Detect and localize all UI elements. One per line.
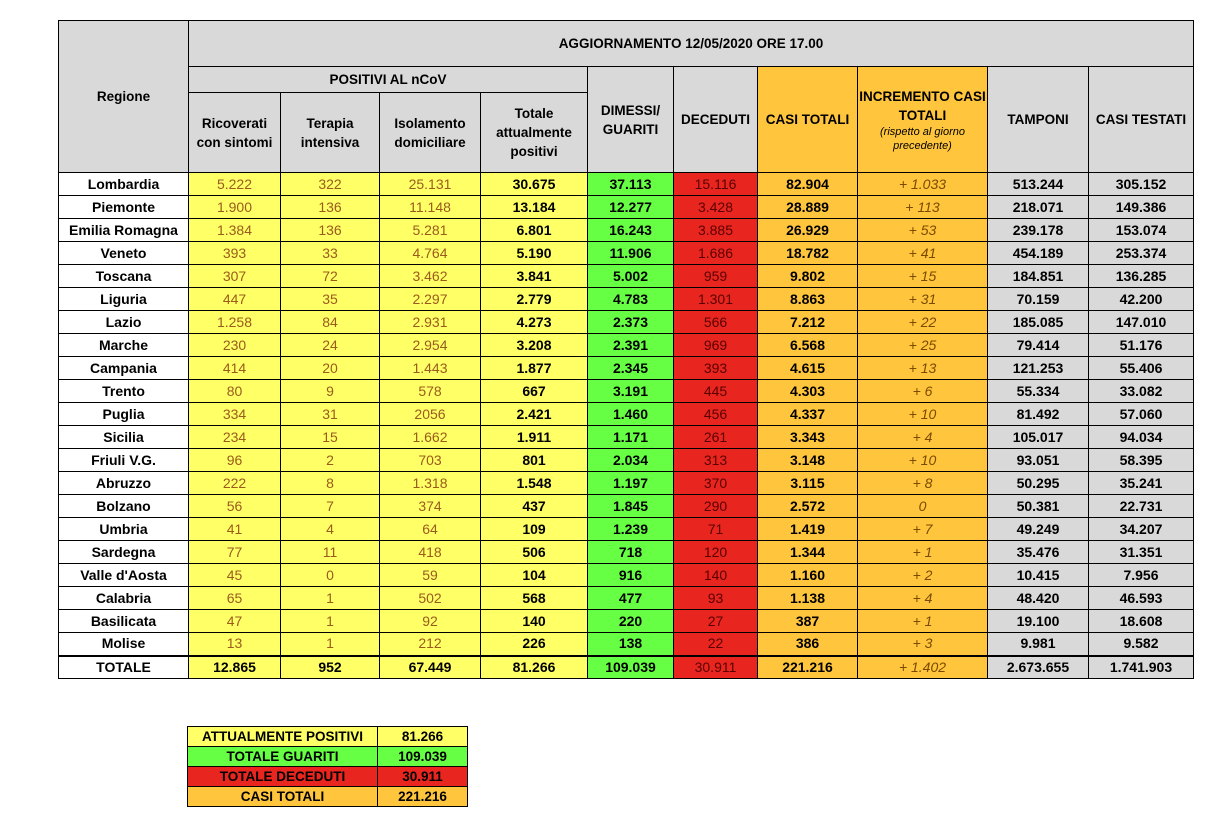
ricoverati-cell: 13 [189,633,281,656]
isolamento-header: Isolamento domiciliare [380,93,481,173]
incremento-cell: + 7 [858,518,988,541]
deceduti-cell: 3.885 [674,219,758,242]
summary-table [187,726,468,807]
table-title: AGGIORNAMENTO 12/05/2020 ORE 17.00 [189,21,1194,67]
incremento-cell: + 1 [858,610,988,633]
tamponi-cell: 49.249 [988,518,1089,541]
region-cell: Campania [59,357,189,380]
dimessi-cell: 477 [588,587,674,610]
terapia-cell: 1 [281,587,380,610]
summary-value: 81.266 [378,727,468,747]
casi-testati-cell: 55.406 [1089,357,1194,380]
totale-positivi-cell: 104 [481,564,588,587]
casi-testati-cell: 46.593 [1089,587,1194,610]
casi-totali-cell: 7.212 [758,311,858,334]
totale-positivi-cell: 2.421 [481,403,588,426]
totale-positivi-cell: 3.208 [481,334,588,357]
isolamento-cell: 1.318 [380,472,481,495]
ricoverati-cell: 393 [189,242,281,265]
dimessi-cell: 718 [588,541,674,564]
region-cell: Toscana [59,265,189,288]
table-row [59,449,1194,472]
terapia-cell: 1 [281,610,380,633]
summary-row [188,787,468,807]
casi-totali-cell: 3.343 [758,426,858,449]
casi-totali-cell: 221.216 [758,656,858,679]
isolamento-cell: 64 [380,518,481,541]
casi-totali-header: CASI TOTALI [758,67,858,173]
deceduti-cell: 261 [674,426,758,449]
terapia-cell: 952 [281,656,380,679]
summary-row [188,747,468,767]
casi-testati-cell: 253.374 [1089,242,1194,265]
isolamento-cell: 67.449 [380,656,481,679]
tamponi-cell: 55.334 [988,380,1089,403]
incremento-cell: + 4 [858,426,988,449]
terapia-cell: 15 [281,426,380,449]
casi-totali-cell: 18.782 [758,242,858,265]
isolamento-cell: 2.931 [380,311,481,334]
tamponi-cell: 218.071 [988,196,1089,219]
table-body [59,173,1194,679]
ricoverati-cell: 447 [189,288,281,311]
casi-testati-cell: 153.074 [1089,219,1194,242]
dimessi-cell: 5.002 [588,265,674,288]
ricoverati-cell: 1.900 [189,196,281,219]
totale-positivi-cell: 13.184 [481,196,588,219]
isolamento-cell: 2056 [380,403,481,426]
isolamento-cell: 2.954 [380,334,481,357]
dimessi-header: DIMESSI/ GUARITI [588,67,674,173]
summary-row [188,767,468,787]
totale-positivi-cell: 2.779 [481,288,588,311]
totale-positivi-cell: 667 [481,380,588,403]
ricoverati-cell: 47 [189,610,281,633]
isolamento-cell: 418 [380,541,481,564]
casi-testati-cell: 42.200 [1089,288,1194,311]
casi-totali-cell: 4.615 [758,357,858,380]
casi-totali-cell: 386 [758,633,858,656]
ricoverati-cell: 12.865 [189,656,281,679]
terapia-cell: 2 [281,449,380,472]
terapia-cell: 24 [281,334,380,357]
summary-value: 109.039 [378,747,468,767]
totale-positivi-cell: 1.911 [481,426,588,449]
incremento-cell: + 2 [858,564,988,587]
region-cell: Umbria [59,518,189,541]
table-row [59,219,1194,242]
totale-positivi-cell: 109 [481,518,588,541]
casi-testati-cell: 51.176 [1089,334,1194,357]
casi-totali-cell: 4.337 [758,403,858,426]
casi-totali-cell: 1.344 [758,541,858,564]
summary-row [188,727,468,747]
tamponi-cell: 81.492 [988,403,1089,426]
region-cell: Valle d'Aosta [59,564,189,587]
deceduti-cell: 1.686 [674,242,758,265]
region-cell: Molise [59,633,189,656]
deceduti-cell: 370 [674,472,758,495]
deceduti-cell: 313 [674,449,758,472]
isolamento-cell: 374 [380,495,481,518]
incremento-header [858,67,988,173]
terapia-cell: 8 [281,472,380,495]
terapia-cell: 1 [281,633,380,656]
ricoverati-cell: 1.258 [189,311,281,334]
terapia-cell: 136 [281,196,380,219]
tamponi-cell: 50.295 [988,472,1089,495]
deceduti-cell: 27 [674,610,758,633]
deceduti-cell: 290 [674,495,758,518]
deceduti-cell: 393 [674,357,758,380]
totale-positivi-cell: 81.266 [481,656,588,679]
ricoverati-cell: 334 [189,403,281,426]
positivi-group-header: POSITIVI AL nCoV [189,67,588,93]
incremento-cell: + 6 [858,380,988,403]
dimessi-cell: 16.243 [588,219,674,242]
region-cell: Basilicata [59,610,189,633]
casi-testati-cell: 57.060 [1089,403,1194,426]
ricoverati-cell: 5.222 [189,173,281,196]
casi-testati-cell: 94.034 [1089,426,1194,449]
table-row [59,610,1194,633]
terapia-cell: 33 [281,242,380,265]
table-row [59,587,1194,610]
ricoverati-cell: 45 [189,564,281,587]
dimessi-cell: 4.783 [588,288,674,311]
casi-totali-cell: 1.138 [758,587,858,610]
ricoverati-cell: 96 [189,449,281,472]
isolamento-cell: 4.764 [380,242,481,265]
isolamento-cell: 2.297 [380,288,481,311]
table-row [59,380,1194,403]
region-cell: Emilia Romagna [59,219,189,242]
dimessi-cell: 138 [588,633,674,656]
totale-positivi-cell: 30.675 [481,173,588,196]
deceduti-cell: 30.911 [674,656,758,679]
incremento-cell: + 31 [858,288,988,311]
table-row [59,265,1194,288]
deceduti-cell: 959 [674,265,758,288]
casi-totali-cell: 8.863 [758,288,858,311]
casi-testati-cell: 149.386 [1089,196,1194,219]
casi-testati-cell: 58.395 [1089,449,1194,472]
table-row [59,495,1194,518]
summary-body [188,727,468,807]
tamponi-cell: 2.673.655 [988,656,1089,679]
tamponi-cell: 79.414 [988,334,1089,357]
terapia-cell: 72 [281,265,380,288]
region-cell: Sicilia [59,426,189,449]
region-cell: Puglia [59,403,189,426]
incremento-label: INCREMENTO CASI TOTALI [859,88,986,123]
tamponi-cell: 10.415 [988,564,1089,587]
casi-totali-cell: 387 [758,610,858,633]
region-cell: Abruzzo [59,472,189,495]
tamponi-cell: 70.159 [988,288,1089,311]
totale-positivi-header: Totale attualmente positivi [481,93,588,173]
tamponi-cell: 513.244 [988,173,1089,196]
summary-label: TOTALE DECEDUTI [188,767,378,787]
region-cell: Calabria [59,587,189,610]
deceduti-cell: 1.301 [674,288,758,311]
dimessi-cell: 37.113 [588,173,674,196]
totale-positivi-cell: 140 [481,610,588,633]
region-cell: Lombardia [59,173,189,196]
terapia-cell: 322 [281,173,380,196]
deceduti-cell: 120 [674,541,758,564]
tamponi-cell: 93.051 [988,449,1089,472]
totale-positivi-cell: 568 [481,587,588,610]
casi-testati-cell: 305.152 [1089,173,1194,196]
tamponi-cell: 19.100 [988,610,1089,633]
incremento-cell: + 4 [858,587,988,610]
casi-totali-cell: 26.929 [758,219,858,242]
isolamento-cell: 92 [380,610,481,633]
ricoverati-cell: 234 [189,426,281,449]
region-cell: Piemonte [59,196,189,219]
region-cell: TOTALE [59,656,189,679]
totale-positivi-cell: 506 [481,541,588,564]
tamponi-cell: 239.178 [988,219,1089,242]
ricoverati-header: Ricoverati con sintomi [189,93,281,173]
dimessi-cell: 1.171 [588,426,674,449]
totale-positivi-cell: 4.273 [481,311,588,334]
casi-totali-cell: 3.148 [758,449,858,472]
terapia-header: Terapia intensiva [281,93,380,173]
totale-positivi-cell: 3.841 [481,265,588,288]
casi-totali-cell: 82.904 [758,173,858,196]
casi-testati-cell: 33.082 [1089,380,1194,403]
totale-positivi-cell: 6.801 [481,219,588,242]
summary-value: 30.911 [378,767,468,787]
dimessi-cell: 1.460 [588,403,674,426]
casi-totali-cell: 4.303 [758,380,858,403]
incremento-cell: + 25 [858,334,988,357]
incremento-cell: + 10 [858,449,988,472]
casi-totali-cell: 9.802 [758,265,858,288]
table-row [59,633,1194,656]
totale-positivi-cell: 1.548 [481,472,588,495]
casi-testati-cell: 34.207 [1089,518,1194,541]
ricoverati-cell: 414 [189,357,281,380]
tamponi-cell: 105.017 [988,426,1089,449]
dimessi-cell: 109.039 [588,656,674,679]
summary-label: TOTALE GUARITI [188,747,378,767]
terapia-cell: 20 [281,357,380,380]
region-cell: Liguria [59,288,189,311]
incremento-cell: + 8 [858,472,988,495]
casi-testati-cell: 31.351 [1089,541,1194,564]
summary-value: 221.216 [378,787,468,807]
covid-regional-table [58,20,1194,679]
deceduti-cell: 969 [674,334,758,357]
dimessi-cell: 2.034 [588,449,674,472]
isolamento-cell: 11.148 [380,196,481,219]
dimessi-cell: 916 [588,564,674,587]
dimessi-cell: 2.391 [588,334,674,357]
deceduti-header: DECEDUTI [674,67,758,173]
tamponi-cell: 9.981 [988,633,1089,656]
table-row [59,173,1194,196]
isolamento-cell: 5.281 [380,219,481,242]
casi-testati-cell: 35.241 [1089,472,1194,495]
casi-totali-cell: 1.160 [758,564,858,587]
isolamento-cell: 703 [380,449,481,472]
isolamento-cell: 59 [380,564,481,587]
casi-testati-cell: 22.731 [1089,495,1194,518]
incremento-cell: + 10 [858,403,988,426]
table-row [59,403,1194,426]
incremento-cell: + 1.033 [858,173,988,196]
isolamento-cell: 1.662 [380,426,481,449]
summary-label: CASI TOTALI [188,787,378,807]
dimessi-cell: 3.191 [588,380,674,403]
deceduti-cell: 140 [674,564,758,587]
totale-positivi-cell: 226 [481,633,588,656]
deceduti-cell: 22 [674,633,758,656]
table-row [59,426,1194,449]
isolamento-cell: 25.131 [380,173,481,196]
table-row [59,472,1194,495]
terapia-cell: 11 [281,541,380,564]
dimessi-cell: 1.239 [588,518,674,541]
tamponi-cell: 121.253 [988,357,1089,380]
tamponi-cell: 184.851 [988,265,1089,288]
ricoverati-cell: 77 [189,541,281,564]
ricoverati-cell: 56 [189,495,281,518]
terapia-cell: 4 [281,518,380,541]
casi-testati-cell: 7.956 [1089,564,1194,587]
tamponi-cell: 50.381 [988,495,1089,518]
incremento-cell: + 15 [858,265,988,288]
dimessi-cell: 2.345 [588,357,674,380]
table-row [59,242,1194,265]
casi-totali-cell: 3.115 [758,472,858,495]
table-row [59,357,1194,380]
casi-totali-cell: 28.889 [758,196,858,219]
region-cell: Bolzano [59,495,189,518]
totale-positivi-cell: 437 [481,495,588,518]
table-row [59,334,1194,357]
dimessi-cell: 12.277 [588,196,674,219]
isolamento-cell: 578 [380,380,481,403]
casi-testati-cell: 136.285 [1089,265,1194,288]
region-cell: Friuli V.G. [59,449,189,472]
terapia-cell: 35 [281,288,380,311]
deceduti-cell: 71 [674,518,758,541]
totale-positivi-cell: 801 [481,449,588,472]
deceduti-cell: 566 [674,311,758,334]
ricoverati-cell: 230 [189,334,281,357]
terapia-cell: 136 [281,219,380,242]
isolamento-cell: 1.443 [380,357,481,380]
incremento-note: (rispetto al giorno precedente) [880,125,965,152]
casi-testati-cell: 147.010 [1089,311,1194,334]
table-row [59,541,1194,564]
dimessi-cell: 220 [588,610,674,633]
incremento-cell: + 3 [858,633,988,656]
isolamento-cell: 3.462 [380,265,481,288]
table-row [59,564,1194,587]
isolamento-cell: 502 [380,587,481,610]
incremento-cell: + 13 [858,357,988,380]
ricoverati-cell: 65 [189,587,281,610]
ricoverati-cell: 1.384 [189,219,281,242]
tamponi-header: TAMPONI [988,67,1089,173]
casi-testati-cell: 1.741.903 [1089,656,1194,679]
table-row [59,518,1194,541]
incremento-cell: + 113 [858,196,988,219]
incremento-cell: + 1.402 [858,656,988,679]
incremento-cell: 0 [858,495,988,518]
deceduti-cell: 445 [674,380,758,403]
region-cell: Sardegna [59,541,189,564]
regione-header: Regione [59,21,189,173]
deceduti-cell: 93 [674,587,758,610]
casi-totali-cell: 6.568 [758,334,858,357]
tamponi-cell: 454.189 [988,242,1089,265]
terapia-cell: 9 [281,380,380,403]
region-cell: Lazio [59,311,189,334]
region-cell: Veneto [59,242,189,265]
region-cell: Marche [59,334,189,357]
casi-totali-cell: 2.572 [758,495,858,518]
summary-label: ATTUALMENTE POSITIVI [188,727,378,747]
terapia-cell: 31 [281,403,380,426]
tamponi-cell: 35.476 [988,541,1089,564]
dimessi-cell: 1.845 [588,495,674,518]
totals-row [59,656,1194,679]
deceduti-cell: 456 [674,403,758,426]
terapia-cell: 84 [281,311,380,334]
casi-totali-cell: 1.419 [758,518,858,541]
casi-testati-cell: 9.582 [1089,633,1194,656]
ricoverati-cell: 307 [189,265,281,288]
totale-positivi-cell: 1.877 [481,357,588,380]
tamponi-cell: 48.420 [988,587,1089,610]
terapia-cell: 7 [281,495,380,518]
terapia-cell: 0 [281,564,380,587]
isolamento-cell: 212 [380,633,481,656]
ricoverati-cell: 80 [189,380,281,403]
totale-positivi-cell: 5.190 [481,242,588,265]
tamponi-cell: 185.085 [988,311,1089,334]
casi-testati-cell: 18.608 [1089,610,1194,633]
ricoverati-cell: 222 [189,472,281,495]
table-row [59,311,1194,334]
incremento-cell: + 41 [858,242,988,265]
deceduti-cell: 15.116 [674,173,758,196]
dimessi-cell: 2.373 [588,311,674,334]
casi-testati-header: CASI TESTATI [1089,67,1194,173]
dimessi-cell: 1.197 [588,472,674,495]
deceduti-cell: 3.428 [674,196,758,219]
table-row [59,288,1194,311]
ricoverati-cell: 41 [189,518,281,541]
dimessi-cell: 11.906 [588,242,674,265]
incremento-cell: + 22 [858,311,988,334]
incremento-cell: + 53 [858,219,988,242]
incremento-cell: + 1 [858,541,988,564]
region-cell: Trento [59,380,189,403]
table-row [59,196,1194,219]
